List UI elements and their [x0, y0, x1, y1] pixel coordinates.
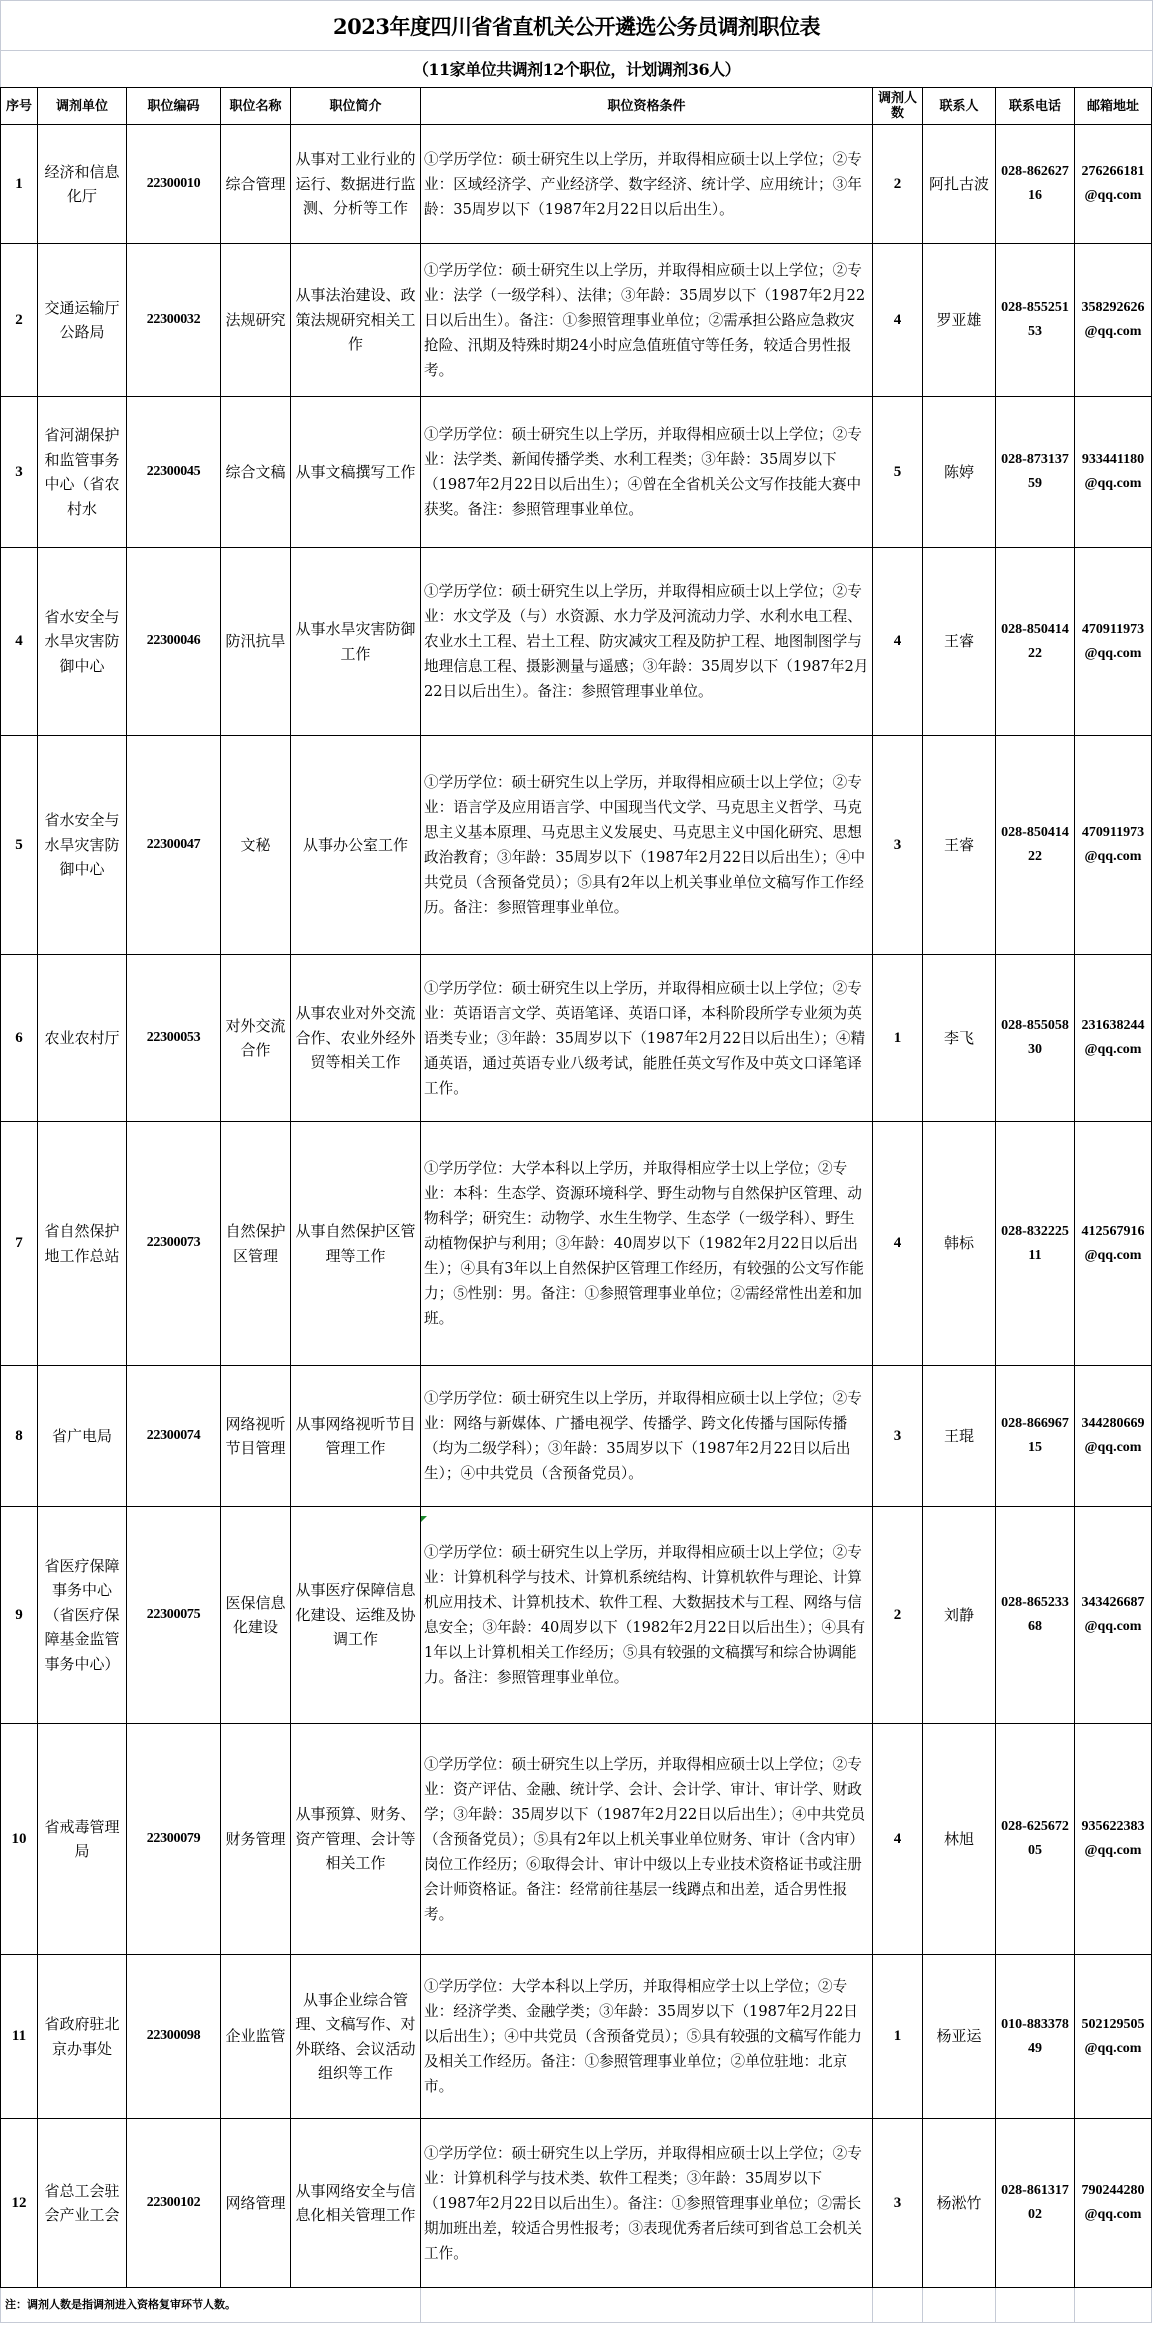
description-cell[interactable] [291, 2119, 421, 2288]
footer-row [1, 2288, 1152, 2323]
unit-cell-text: 农业农村厅 [44, 1028, 120, 1047]
position-cell[interactable] [221, 548, 291, 736]
phone-cell[interactable] [996, 548, 1075, 736]
email-cell-text: 276266181@qq.com [1081, 164, 1145, 203]
email-cell-text: 231638244@qq.com [1081, 1018, 1145, 1057]
phone-cell[interactable] [996, 1955, 1075, 2119]
phone-cell[interactable] [996, 125, 1075, 244]
cell-comment-marker-icon [421, 1516, 427, 1522]
seq-cell[interactable] [1, 244, 38, 397]
email-cell-text: 935622383@qq.com [1081, 1819, 1145, 1858]
conditions-cell-text: ①学历学位：硕士研究生以上学历，并取得相应硕士以上学位；②专业：语言学及应用语言学、中国现当代文学、马克思主义哲学、马克思主义基本原理、马克思主义发展史、马克思主义中国化研究、思想政治教育；③年龄：35周岁以下（1987年2月22日以后出生）；④中共党员（含预备党员）；⑤具有2年以上机关事业单位文稿写作工作经历。备注：参照管理事业单位。 [424, 774, 866, 916]
position-cell-text: 网络视听节目管理 [225, 1414, 286, 1457]
description-cell[interactable] [291, 125, 421, 244]
contact-cell-text: 罗亚雄 [936, 310, 982, 329]
unit-cell-text: 省水安全与水旱灾害防御中心 [44, 607, 120, 675]
contact-cell-text: 林旭 [943, 1829, 974, 1848]
count-cell-text: 5 [893, 463, 902, 480]
count-cell-text: 4 [893, 633, 902, 650]
description-cell[interactable] [291, 548, 421, 736]
phone-cell[interactable] [996, 1507, 1075, 1724]
header-unit[interactable]: 调剂单位 [38, 88, 127, 125]
table-row [1, 1366, 1152, 1507]
description-cell[interactable] [291, 1955, 421, 2119]
seq-cell-text: 5 [15, 836, 23, 853]
contact-cell-text: 刘静 [943, 1605, 974, 1624]
position-cell[interactable] [221, 736, 291, 955]
table-row [1, 1724, 1152, 1955]
header-description[interactable]: 职位简介 [291, 88, 421, 125]
seq-cell-text: 8 [15, 1427, 23, 1444]
page-title: 2023年度四川省省直机关公开遴选公务员调剂职位表 [333, 13, 820, 39]
count-cell-text: 4 [893, 311, 902, 328]
unit-cell[interactable] [38, 1724, 127, 1955]
count-cell[interactable] [873, 1955, 923, 2119]
phone-cell-text: 028-83222511 [1001, 1223, 1069, 1263]
count-cell-text: 1 [893, 1029, 902, 1046]
contact-cell-text: 李飞 [943, 1028, 974, 1047]
seq-cell-text: 6 [15, 1029, 23, 1046]
header-contact[interactable]: 联系人 [923, 88, 996, 125]
conditions-cell-text: ①学历学位：硕士研究生以上学历，并取得相应硕士以上学位；②专业：法学（一级学科）、法律；③年龄：35周岁以下（1987年2月22日以后出生）。备注：①参照管理事业单位；②需承担公路应急救灾抢险、汛期及特殊时期24小时应急值班值守等任务，较适合男性报考。 [424, 261, 866, 379]
description-cell-text: 从事水旱灾害防御工作 [295, 620, 416, 663]
description-cell-text: 从事医疗保障信息化建设、运维及协调工作 [295, 1581, 416, 1649]
conditions-cell[interactable] [421, 2119, 873, 2288]
description-cell-text: 从事农业对外交流合作、农业外经外贸等相关工作 [295, 1004, 416, 1072]
description-cell-text: 从事预算、财务、资产管理、会计等相关工作 [295, 1805, 416, 1873]
count-cell-text: 1 [893, 2028, 902, 2045]
position-cell-text: 防汛抗旱 [225, 632, 286, 651]
unit-cell[interactable] [38, 955, 127, 1122]
contact-cell-text: 王睿 [943, 835, 974, 854]
email-cell[interactable] [1075, 955, 1152, 1122]
seq-cell-text: 12 [11, 2194, 27, 2211]
conditions-cell-text: ①学历学位：硕士研究生以上学历，并取得相应硕士以上学位；②专业：计算机科学与技术、计算机系统结构、计算机软件与理论、计算机应用技术、计算机技术、软件工程、大数据技术与工程、网络与信息安全；③年龄：40周岁以下（1982年2月22日以后出生）；④具有1年以上计算机相关工作经历；⑤具有较强的文稿撰写和综合协调能力。备注：参照管理事业单位。 [424, 1544, 866, 1686]
description-cell-text: 从事自然保护区管理等工作 [295, 1222, 416, 1265]
count-cell-text: 3 [893, 836, 902, 853]
conditions-cell-text: ①学历学位：硕士研究生以上学历，并取得相应硕士以上学位；②专业：计算机科学与技术类、软件工程类；③年龄：35周岁以下（1987年2月22日以后出生）。备注：①参照管理事业单位；②需长期加班出差，较适合男性报考；③表现优秀者后续可到省总工会机关工作。 [424, 2144, 862, 2262]
phone-cell-text: 028-85041422 [1001, 825, 1069, 864]
code-cell-text: 22300074 [146, 1427, 201, 1443]
seq-cell[interactable] [1, 2119, 38, 2288]
phone-cell-text: 028-86696715 [1001, 1416, 1069, 1455]
seq-cell-text: 11 [11, 2028, 27, 2045]
phone-cell-text: 028-86262716 [1001, 164, 1069, 203]
count-cell-text: 4 [893, 1830, 902, 1847]
contact-cell[interactable] [923, 397, 996, 548]
contact-cell[interactable] [923, 1724, 996, 1955]
conditions-cell[interactable] [421, 736, 873, 955]
conditions-cell-text: ①学历学位：硕士研究生以上学历，并取得相应硕士以上学位；②专业：区域经济学、产业经济学、数字经济、统计学、应用统计；③年龄：35周岁以下（1987年2月22日以后出生）。 [424, 150, 862, 218]
footer-empty-cell[interactable] [923, 2288, 996, 2323]
seq-cell[interactable] [1, 1507, 38, 1724]
position-cell[interactable] [221, 1955, 291, 2119]
contact-cell-text: 杨淞竹 [936, 2193, 982, 2212]
code-cell-text: 22300045 [146, 463, 201, 479]
count-cell[interactable] [873, 548, 923, 736]
position-cell[interactable] [221, 1507, 291, 1724]
header-row [1, 88, 1152, 125]
unit-cell[interactable] [38, 125, 127, 244]
contact-cell[interactable] [923, 1122, 996, 1366]
conditions-cell-text: ①学历学位：硕士研究生以上学历，并取得相应硕士以上学位；②专业：网络与新媒体、广播电视学、传播学、跨文化传播与国际传播（均为二级学科）；③年龄：35周岁以下（1987年2月22日以后出生）；④中共党员（含预备党员）。 [424, 1390, 862, 1482]
unit-cell[interactable] [38, 1955, 127, 2119]
contact-cell[interactable] [923, 955, 996, 1122]
code-cell-text: 22300047 [146, 836, 201, 852]
contact-cell[interactable] [923, 736, 996, 955]
count-cell[interactable] [873, 244, 923, 397]
header-count[interactable]: 调剂人数 [873, 88, 923, 125]
contact-cell[interactable] [923, 125, 996, 244]
conditions-cell-text: ①学历学位：大学本科以上学历，并取得相应学士以上学位；②专业：本科：生态学、资源环境科学、野生动物与自然保护区管理、动物科学；研究生：动物学、水生生物学、生态学（一级学科）、野生动植物保护与利用；③年龄：40周岁以下（1982年2月22日以后出生）；④具有3年以上自然保护区管理工作经历，有较强的公文写作能力；⑤性别：男。备注：①参照管理事业单位；②需经常性出差和加班。 [424, 1160, 864, 1327]
position-cell-text: 企业监管 [225, 2027, 286, 2046]
table-row [1, 1955, 1152, 2119]
email-cell[interactable] [1075, 1724, 1152, 1955]
email-cell[interactable] [1075, 736, 1152, 955]
seq-cell[interactable] [1, 1955, 38, 2119]
email-cell-text: 790244280@qq.com [1081, 2183, 1145, 2222]
unit-cell-text: 省政府驻北京办事处 [44, 2015, 120, 2058]
count-cell[interactable] [873, 1724, 923, 1955]
email-cell-text: 358292626@qq.com [1081, 300, 1145, 339]
unit-cell-text: 经济和信息化厅 [44, 162, 120, 205]
description-cell-text: 从事网络安全与信息化相关管理工作 [295, 2181, 416, 2224]
email-cell[interactable] [1075, 244, 1152, 397]
contact-cell[interactable] [923, 2119, 996, 2288]
email-cell-text: 933441180@qq.com [1081, 452, 1145, 491]
phone-cell[interactable] [996, 955, 1075, 1122]
position-cell-text: 文秘 [240, 835, 271, 854]
count-cell-text: 2 [893, 1606, 902, 1623]
email-cell[interactable] [1075, 397, 1152, 548]
conditions-cell[interactable] [421, 125, 873, 244]
description-cell-text: 从事网络视听节目管理工作 [295, 1414, 416, 1457]
unit-cell[interactable] [38, 2119, 127, 2288]
position-cell-text: 对外交流合作 [225, 1016, 286, 1059]
seq-cell[interactable] [1, 1366, 38, 1507]
contact-cell[interactable] [923, 1955, 996, 2119]
description-cell[interactable] [291, 955, 421, 1122]
contact-cell[interactable] [923, 548, 996, 736]
table-row [1, 244, 1152, 397]
seq-cell-text: 9 [15, 1606, 23, 1623]
unit-cell-text: 省水安全与水旱灾害防御中心 [44, 811, 120, 879]
description-cell-text: 从事法治建设、政策法规研究相关工作 [295, 286, 416, 354]
code-cell[interactable] [127, 1122, 221, 1366]
seq-cell[interactable] [1, 548, 38, 736]
contact-cell[interactable] [923, 244, 996, 397]
code-cell[interactable] [127, 548, 221, 736]
code-cell-text: 22300098 [146, 2028, 201, 2044]
phone-cell-text: 010-88337849 [1001, 2016, 1069, 2056]
unit-cell-text: 省总工会驻会产业工会 [44, 2181, 120, 2224]
table-row [1, 736, 1152, 955]
position-cell-text: 综合管理 [225, 174, 286, 193]
header-phone[interactable]: 联系电话 [996, 88, 1075, 125]
code-cell[interactable] [127, 1955, 221, 2119]
phone-cell-text: 028-62567205 [1001, 1819, 1069, 1858]
position-cell[interactable] [221, 955, 291, 1122]
email-cell-text: 470911973@qq.com [1081, 825, 1145, 864]
seq-cell[interactable] [1, 1122, 38, 1366]
count-cell[interactable] [873, 1122, 923, 1366]
conditions-cell[interactable] [421, 1955, 873, 2119]
unit-cell[interactable] [38, 397, 127, 548]
description-cell[interactable] [291, 1366, 421, 1507]
unit-cell-text: 省戒毒管理局 [44, 1817, 120, 1860]
unit-cell-text: 省河湖保护和监管事务中心（省农村水 [44, 426, 120, 518]
description-cell[interactable] [291, 244, 421, 397]
header-seq[interactable]: 序号 [1, 88, 38, 125]
code-cell-text: 22300102 [146, 2194, 201, 2210]
phone-cell-text: 028-85525153 [1001, 300, 1069, 339]
table-row [1, 1122, 1152, 1366]
description-cell[interactable] [291, 1724, 421, 1955]
phone-cell[interactable] [996, 2119, 1075, 2288]
seq-cell-text: 2 [15, 311, 23, 328]
description-cell-text: 从事对工业行业的运行、数据进行监测、分析等工作 [295, 150, 416, 218]
description-cell[interactable] [291, 1507, 421, 1724]
code-cell-text: 22300075 [146, 1606, 201, 1622]
unit-cell[interactable] [38, 1507, 127, 1724]
conditions-cell[interactable] [421, 1366, 873, 1507]
description-cell[interactable] [291, 736, 421, 955]
conditions-cell[interactable] [421, 1122, 873, 1366]
seq-cell-text: 3 [15, 463, 23, 480]
code-cell-text: 22300053 [146, 1029, 201, 1045]
phone-cell[interactable] [996, 736, 1075, 955]
unit-cell-text: 省自然保护地工作总站 [44, 1222, 120, 1265]
conditions-cell[interactable] [421, 244, 873, 397]
position-cell-text: 医保信息化建设 [225, 1593, 286, 1636]
count-cell[interactable] [873, 1366, 923, 1507]
email-cell[interactable] [1075, 1366, 1152, 1507]
contact-cell[interactable] [923, 1507, 996, 1724]
header-conditions[interactable]: 职位资格条件 [421, 88, 873, 125]
position-cell-text: 财务管理 [225, 1829, 286, 1848]
phone-cell[interactable] [996, 244, 1075, 397]
phone-cell-text: 028-87313759 [1001, 452, 1069, 491]
count-cell[interactable] [873, 2119, 923, 2288]
position-cell[interactable] [221, 2119, 291, 2288]
table-row [1, 397, 1152, 548]
phone-cell[interactable] [996, 397, 1075, 548]
conditions-cell-text: ①学历学位：硕士研究生以上学历，并取得相应硕士以上学位；②专业：水文学及（与）水资源、水力学及河流动力学、水利水电工程、农业水土工程、岩土工程、防灾减灾工程及防护工程、地图制图学与地理信息工程、摄影测量与遥感；③年龄：35周岁以下（1987年2月22日以后出生）。备注：参照管理事业单位。 [424, 583, 869, 700]
subtitle-cell[interactable] [0, 50, 1153, 87]
count-cell-text: 3 [893, 2194, 902, 2211]
position-cell-text: 综合文稿 [225, 462, 286, 481]
position-cell[interactable] [221, 244, 291, 397]
footer-note[interactable]: 注：调剂人数是指调剂进入资格复审环节人数。 [1, 2288, 421, 2323]
code-cell-text: 22300010 [146, 175, 201, 191]
position-cell-text: 法规研究 [225, 310, 286, 329]
count-cell-text: 4 [893, 1235, 902, 1252]
contact-cell-text: 韩标 [943, 1234, 974, 1253]
seq-cell[interactable] [1, 955, 38, 1122]
phone-cell-text: 028-85505830 [1001, 1018, 1069, 1057]
unit-cell[interactable] [38, 1366, 127, 1507]
contact-cell-text: 阿扎古波 [928, 174, 989, 193]
seq-cell[interactable] [1, 397, 38, 548]
conditions-cell-text: ①学历学位：硕士研究生以上学历，并取得相应硕士以上学位；②专业：法学类、新闻传播学类、水利工程类；③年龄：35周岁以下（1987年2月22日以后出生）；④曾在全省机关公文写作技能大赛中获奖。备注：参照管理事业单位。 [424, 426, 862, 518]
unit-cell-text: 省医疗保障事务中心（省医疗保障基金监管事务中心） [44, 1556, 120, 1673]
email-cell-text: 412567916@qq.com [1081, 1223, 1145, 1263]
contact-cell-text: 杨亚运 [936, 2027, 982, 2046]
contact-cell-text: 王睿 [943, 632, 974, 651]
conditions-cell[interactable] [421, 1724, 873, 1955]
title-cell[interactable] [0, 0, 1153, 51]
conditions-cell[interactable] [421, 955, 873, 1122]
count-cell[interactable] [873, 955, 923, 1122]
email-cell[interactable] [1075, 1507, 1152, 1724]
email-cell-text: 502129505@qq.com [1081, 2016, 1145, 2056]
count-cell[interactable] [873, 736, 923, 955]
position-cell[interactable] [221, 1366, 291, 1507]
unit-cell-text: 省广电局 [51, 1426, 112, 1445]
code-cell-text: 22300079 [146, 1830, 201, 1846]
header-position[interactable]: 职位名称 [221, 88, 291, 125]
footer-empty-cell[interactable] [996, 2288, 1075, 2323]
table-row [1, 548, 1152, 736]
email-cell[interactable] [1075, 1122, 1152, 1366]
table-row [1, 1507, 1152, 1724]
conditions-cell[interactable] [421, 1507, 873, 1724]
count-cell[interactable] [873, 125, 923, 244]
description-cell-text: 从事企业综合管理、文稿写作、对外联络、会议活动组织等工作 [295, 1990, 416, 2082]
email-cell-text: 470911973@qq.com [1081, 621, 1145, 661]
unit-cell[interactable] [38, 244, 127, 397]
phone-cell-text: 028-85041422 [1001, 621, 1069, 661]
header-code[interactable]: 职位编码 [127, 88, 221, 125]
seq-cell-text: 7 [15, 1235, 23, 1252]
table-row [1, 125, 1152, 244]
unit-cell[interactable] [38, 736, 127, 955]
count-cell[interactable] [873, 397, 923, 548]
code-cell-text: 22300032 [146, 311, 201, 327]
description-cell[interactable] [291, 397, 421, 548]
contact-cell-text: 王琨 [943, 1426, 974, 1445]
phone-cell[interactable] [996, 1122, 1075, 1366]
code-cell[interactable] [127, 125, 221, 244]
position-cell-text: 自然保护区管理 [225, 1222, 286, 1265]
seq-cell[interactable] [1, 736, 38, 955]
code-cell-text: 22300046 [146, 633, 201, 649]
email-cell[interactable] [1075, 125, 1152, 244]
page-subtitle: （11家单位共调剂12个职位，计划调剂36人） [412, 60, 741, 79]
phone-cell-text: 028-86523368 [1001, 1595, 1069, 1634]
conditions-cell-text: ①学历学位：硕士研究生以上学历，并取得相应硕士以上学位；②专业：英语语言文学、英语笔译、英语口译，本科阶段所学专业须为英语类专业；③年龄：35周岁以下（1987年2月22日以后出生）；④精通英语，通过英语专业八级考试，能胜任英文写作及中英文口译笔译工作。 [424, 979, 866, 1097]
unit-cell-text: 交通运输厅公路局 [44, 298, 120, 341]
description-cell-text: 从事文稿撰写工作 [295, 462, 416, 481]
header-email[interactable]: 邮箱地址 [1075, 88, 1152, 125]
positions-table [0, 87, 1152, 2323]
count-cell[interactable] [873, 1507, 923, 1724]
phone-cell[interactable] [996, 1366, 1075, 1507]
phone-cell-text: 028-86131702 [1001, 2183, 1069, 2222]
email-cell-text: 343426687@qq.com [1081, 1595, 1145, 1634]
position-cell[interactable] [221, 1724, 291, 1955]
email-cell[interactable] [1075, 2119, 1152, 2288]
table-row [1, 2119, 1152, 2288]
footer-empty-cell[interactable] [421, 2288, 873, 2323]
email-cell[interactable] [1075, 1955, 1152, 2119]
seq-cell-text: 1 [15, 175, 23, 192]
email-cell[interactable] [1075, 548, 1152, 736]
footer-empty-cell[interactable] [1075, 2288, 1152, 2323]
contact-cell-text: 陈婷 [943, 462, 974, 481]
code-cell-text: 22300073 [146, 1235, 201, 1251]
count-cell-text: 2 [893, 175, 902, 192]
description-cell-text: 从事办公室工作 [302, 835, 408, 854]
code-cell[interactable] [127, 244, 221, 397]
unit-cell[interactable] [38, 548, 127, 736]
email-cell-text: 344280669@qq.com [1081, 1416, 1145, 1455]
code-cell[interactable] [127, 736, 221, 955]
position-cell[interactable] [221, 125, 291, 244]
conditions-cell[interactable] [421, 397, 873, 548]
code-cell[interactable] [127, 1366, 221, 1507]
seq-cell-text: 10 [11, 1830, 27, 1847]
unit-cell[interactable] [38, 1122, 127, 1366]
position-cell-text: 网络管理 [225, 2193, 286, 2212]
description-cell[interactable] [291, 1122, 421, 1366]
code-cell[interactable] [127, 955, 221, 1122]
position-cell[interactable] [221, 397, 291, 548]
seq-cell-text: 4 [15, 633, 23, 650]
footer-empty-cell[interactable] [873, 2288, 923, 2323]
seq-cell[interactable] [1, 125, 38, 244]
position-cell[interactable] [221, 1122, 291, 1366]
conditions-cell[interactable] [421, 548, 873, 736]
count-cell-text: 3 [893, 1427, 902, 1444]
code-cell[interactable] [127, 397, 221, 548]
table-row [1, 955, 1152, 1122]
seq-cell[interactable] [1, 1724, 38, 1955]
code-cell[interactable] [127, 1507, 221, 1724]
conditions-cell-text: ①学历学位：大学本科以上学历，并取得相应学士以上学位；②专业：经济学类、金融学类；③年龄：35周岁以下（1987年2月22日以后出生）；④中共党员（含预备党员）；⑤具有较强的文稿写作能力及相关工作经历。备注：①参照管理事业单位；②单位驻地：北京市。 [424, 1978, 862, 2095]
conditions-cell-text: ①学历学位：硕士研究生以上学历，并取得相应硕士以上学位；②专业：资产评估、金融、统计学、会计、会计学、审计、审计学、财政学；③年龄：35周岁以下（1987年2月22日以后出生）；④中共党员（含预备党员）；⑤具有2年以上机关事业单位财务、审计（含内审）岗位工作经历；⑥取得会计、审计中级以上专业技术资格证书或注册会计师资格证。备注：经常前往基层一线蹲点和出差，适合男性报考。 [424, 1755, 866, 1923]
code-cell[interactable] [127, 2119, 221, 2288]
contact-cell[interactable] [923, 1366, 996, 1507]
phone-cell[interactable] [996, 1724, 1075, 1955]
code-cell[interactable] [127, 1724, 221, 1955]
